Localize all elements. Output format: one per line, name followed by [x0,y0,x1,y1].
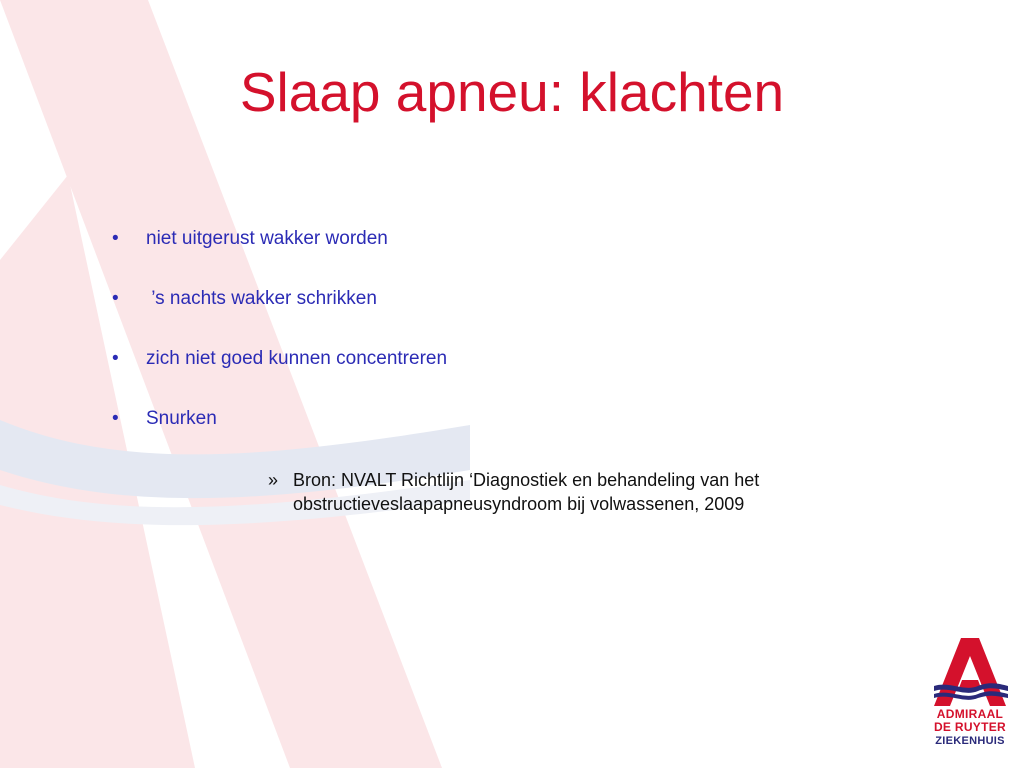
bullet-text: ’s nachts wakker schrikken [146,288,377,309]
source-marker: » [268,470,279,490]
bullet-item [112,406,447,466]
logo-line-1: ADMIRAAL [936,707,1004,721]
bullet-marker: • [112,228,119,249]
hospital-logo [928,636,1012,758]
logo-line-2: DE RUYTER [933,720,1007,734]
bullet-list [112,226,447,466]
bullet-text: niet uitgerust wakker worden [146,228,388,249]
bullet-item [112,286,447,346]
slide-title: Slaap apneu: klachten [239,61,785,123]
logo-a-icon [928,636,1012,708]
bullet-marker: • [112,288,119,309]
bullet-text: Snurken [146,408,217,429]
source-citation [268,468,908,516]
bullet-text: zich niet goed kunnen concentreren [146,348,448,369]
source-text: Bron: NVALT Richtlijn ‘Diagnostiek en behandeling van het obstructieveslaapapneusyndroom bij volwassenen, 2009 [293,470,760,514]
bullet-item [112,346,447,406]
bullet-marker: • [112,348,119,369]
logo-line-3: ZIEKENHUIS [935,735,1005,747]
bullet-item [112,226,447,286]
bullet-marker: • [112,408,119,429]
